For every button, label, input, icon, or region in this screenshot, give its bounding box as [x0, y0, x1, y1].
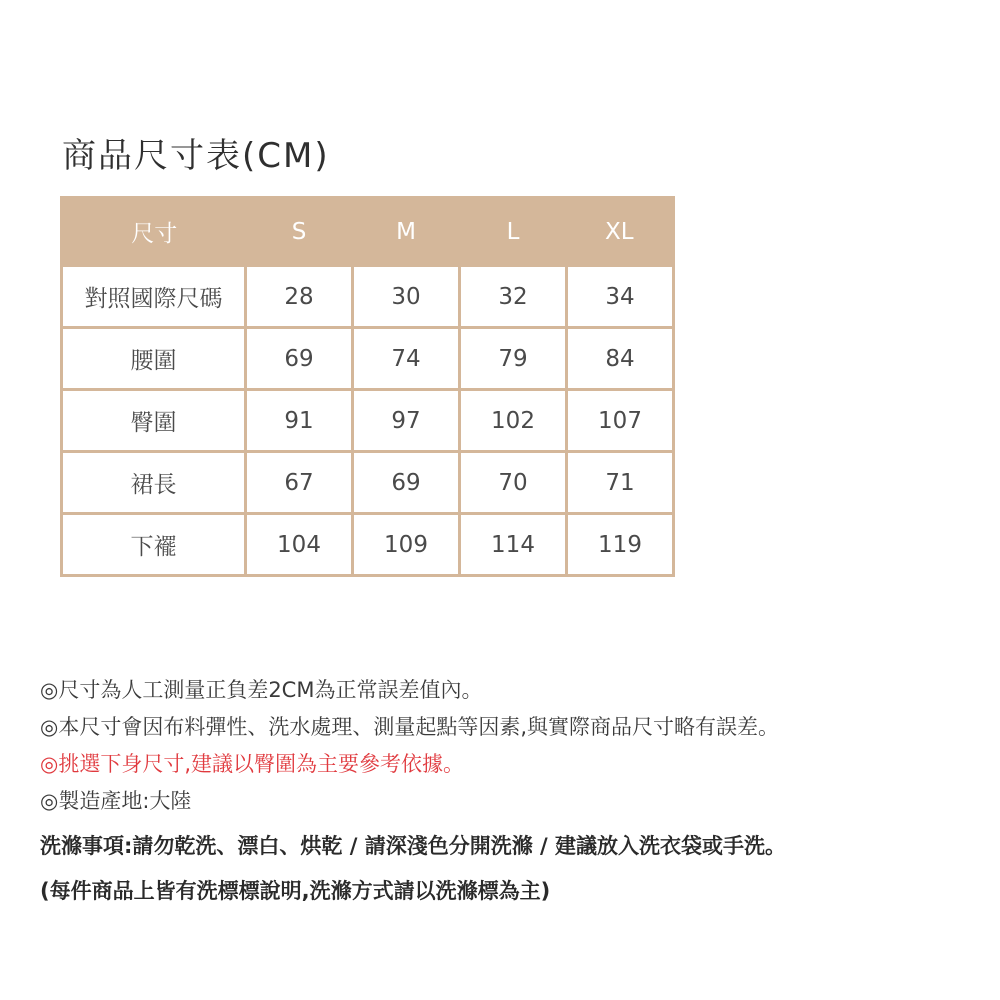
notes-section [40, 672, 990, 910]
table-cell: 67 [246, 452, 353, 514]
note-size-advice: ◎挑選下身尺寸,建議以臀圍為主要參考依據。 [40, 752, 464, 776]
table-cell: 119 [567, 514, 674, 576]
table-row [62, 266, 674, 328]
header-size: 尺寸 [62, 198, 246, 266]
row-label: 對照國際尺碼 [62, 266, 246, 328]
table-cell: 74 [353, 328, 460, 390]
table-cell: 102 [460, 390, 567, 452]
table-cell: 28 [246, 266, 353, 328]
header-m: M [353, 198, 460, 266]
table-cell: 109 [353, 514, 460, 576]
header-l: L [460, 198, 567, 266]
table-cell: 91 [246, 390, 353, 452]
note-measurement-tolerance: ◎尺寸為人工測量正負差2CM為正常誤差值內。 [40, 678, 483, 702]
row-label: 下襬 [62, 514, 246, 576]
table-cell: 34 [567, 266, 674, 328]
table-cell: 32 [460, 266, 567, 328]
table-cell: 70 [460, 452, 567, 514]
header-s: S [246, 198, 353, 266]
care-instructions: 洗滌事項:請勿乾洗、漂白、烘乾 / 請深淺色分開洗滌 / 建議放入洗衣袋或手洗。 [40, 834, 786, 858]
table-row [62, 452, 674, 514]
table-cell: 114 [460, 514, 567, 576]
table-row [62, 328, 674, 390]
table-cell: 84 [567, 328, 674, 390]
table-cell: 69 [246, 328, 353, 390]
table-cell: 71 [567, 452, 674, 514]
size-table [60, 196, 675, 577]
table-row [62, 390, 674, 452]
row-label: 臀圍 [62, 390, 246, 452]
table-cell: 79 [460, 328, 567, 390]
table-cell: 30 [353, 266, 460, 328]
note-origin: ◎製造產地:大陸 [40, 789, 192, 813]
row-label: 腰圍 [62, 328, 246, 390]
table-cell: 104 [246, 514, 353, 576]
table-cell: 69 [353, 452, 460, 514]
table-header-row [62, 198, 674, 266]
note-fabric-variance: ◎本尺寸會因布料彈性、洗水處理、測量起點等因素,與實際商品尺寸略有誤差。 [40, 715, 779, 739]
header-xl: XL [567, 198, 674, 266]
table-row [62, 514, 674, 576]
care-label-note: (每件商品上皆有洗標標說明,洗滌方式請以洗滌標為主) [40, 879, 551, 903]
row-label: 裙長 [62, 452, 246, 514]
table-cell: 97 [353, 390, 460, 452]
page-title: 商品尺寸表(CM) [62, 136, 330, 176]
table-cell: 107 [567, 390, 674, 452]
